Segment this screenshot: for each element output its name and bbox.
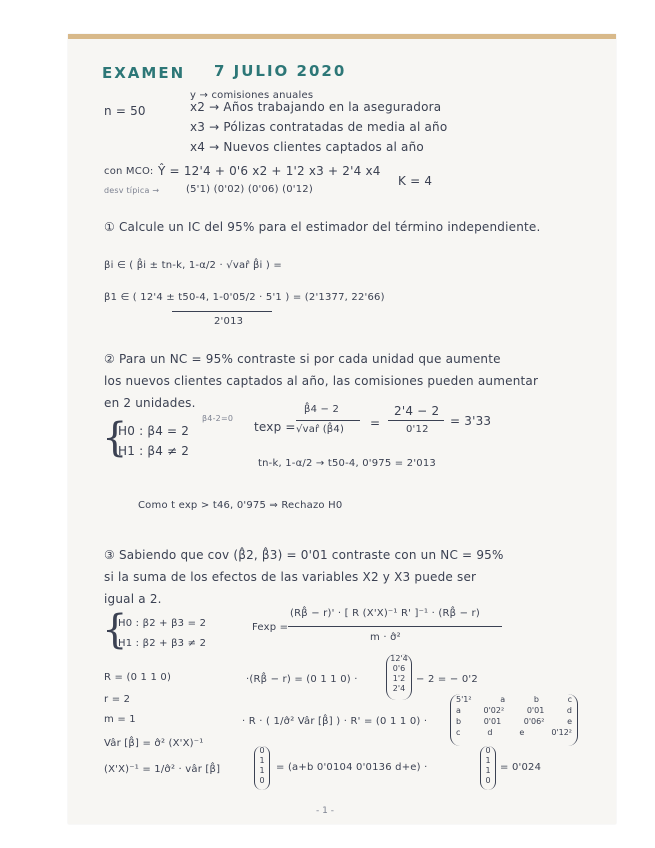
m12: a xyxy=(500,695,506,704)
se-label: desv típica → xyxy=(104,186,160,195)
exam-date: 7 JULIO 2020 xyxy=(214,62,347,80)
q2-texp-num: β̂4 − 2 xyxy=(304,404,340,415)
q3-rvr-label: · R · ( 1/σ̂² Vâr [β̂] ) · R' = (0 1 1 0) · xyxy=(242,716,428,727)
q2-texp-frac-line xyxy=(296,420,360,421)
m41: c xyxy=(456,728,461,737)
q3-line3: igual a 2. xyxy=(104,592,162,606)
m22: 0'02² xyxy=(483,706,505,715)
m44: 0'12² xyxy=(551,728,572,737)
q3-line2: si la suma de los efectos de las variables X2 y X3 puede ser xyxy=(104,570,477,584)
rv-1: 0 xyxy=(485,746,491,755)
q2-eq-sign: = xyxy=(370,416,381,430)
q3-beta-vector xyxy=(386,654,412,700)
q1-formula-general: βi ∈ ( β̂i ± tn-k, 1-α/2 · √var̂ β̂i ) = xyxy=(104,260,282,271)
q2-line3: en 2 unidades. xyxy=(104,396,196,410)
q3-m: m = 1 xyxy=(104,714,136,725)
var-x3: x3 → Pólizas contratadas de media al año xyxy=(190,120,448,134)
q3-var-matrix xyxy=(450,694,578,746)
q3-last-result: = 0'024 xyxy=(500,762,542,773)
rv-2: 1 xyxy=(485,756,491,765)
q3-brace: { xyxy=(102,607,128,653)
q3-rb-label: ·(Rβ̂ − r) = (0 1 1 0) · xyxy=(246,674,358,685)
rv-3: 1 xyxy=(485,766,491,775)
q2-h1: H1 : β4 ≠ 2 xyxy=(118,444,190,458)
q3-fexp-den: m · σ̂² xyxy=(370,632,401,643)
q3-fexp-frac-line xyxy=(288,626,502,627)
matrix-row-1 xyxy=(451,694,577,705)
m23: 0'01 xyxy=(526,706,545,715)
sample-size: n = 50 xyxy=(104,104,146,118)
q3-R: R = (0 1 1 0) xyxy=(104,672,172,683)
k-value: K = 4 xyxy=(398,174,433,188)
q3-h0: H0 : β2 + β3 = 2 xyxy=(118,618,207,629)
q3-r: r = 2 xyxy=(104,694,131,705)
q2-brace: { xyxy=(102,415,128,461)
q2-texp-den: √var̂ (β̂4) xyxy=(296,424,345,435)
q3-right-vector xyxy=(480,746,496,790)
q3-var-beta: Vâr [β̂] = σ̂² (X'X)⁻¹ xyxy=(104,738,204,749)
var-x2: x2 → Años trabajando en la aseguradora xyxy=(190,100,442,114)
q2-conclusion: Como t exp > t46, 0'975 ⇒ Rechazo H0 xyxy=(138,500,343,511)
q1-title: ① Calcule un IC del 95% para el estimador del término independiente. xyxy=(104,220,541,234)
m33: 0'06² xyxy=(523,717,545,726)
beta-4: 2'4 xyxy=(392,684,406,693)
m11: 5'1² xyxy=(456,695,472,704)
model-label: con MCO: xyxy=(104,166,154,177)
q2-texp-result: = 3'33 xyxy=(450,414,492,428)
exam-sheet xyxy=(68,34,616,824)
m31: b xyxy=(456,717,462,726)
m24: d xyxy=(566,706,572,715)
lv-4: 0 xyxy=(259,776,265,785)
m42: d xyxy=(487,728,493,737)
q2-calc-den: 0'12 xyxy=(406,424,429,435)
m14: c xyxy=(567,695,572,704)
q2-line1: ② Para un NC = 95% contraste si por cada unidad que aumente xyxy=(104,352,501,366)
q3-fexp-label: Fexp = xyxy=(252,622,289,633)
q3-left-vector xyxy=(254,746,270,790)
se-values: (5'1) (0'02) (0'06) (0'12) xyxy=(186,184,313,195)
q2-h0: H0 : β4 = 2 xyxy=(118,424,190,438)
q2-calc-frac-line xyxy=(388,420,444,421)
q3-last-row: = (a+b 0'0104 0'0136 d+e) · xyxy=(276,762,428,773)
m32: 0'01 xyxy=(483,717,502,726)
q2-line2: los nuevos clientes captados al año, las comisiones pueden aumentar xyxy=(104,374,539,388)
q2-texp-label: texp = xyxy=(254,420,296,434)
m13: b xyxy=(533,695,539,704)
q3-h1: H1 : β2 + β3 ≠ 2 xyxy=(118,638,207,649)
q2-calc-num: 2'4 − 2 xyxy=(394,404,440,418)
page-number: - 1 - xyxy=(316,806,334,816)
lv-1: 0 xyxy=(259,746,265,755)
lv-2: 1 xyxy=(259,756,265,765)
q3-xx-inverse: (X'X)⁻¹ = 1/σ̂² · vâr [β̂] xyxy=(104,764,221,775)
model-equation: Ŷ = 12'4 + 0'6 x2 + 1'2 x3 + 2'4 x4 xyxy=(158,164,381,178)
q2-tcrit: tn-k, 1-α/2 → t50-4, 0'975 = 2'013 xyxy=(258,458,436,469)
q3-rb-result: − 2 = − 0'2 xyxy=(416,674,478,685)
matrix-row-4 xyxy=(451,727,577,738)
exam-title: EXAMEN xyxy=(102,64,186,82)
beta-1: 12'4 xyxy=(390,654,408,663)
q1-underbrace xyxy=(172,311,272,312)
matrix-row-2 xyxy=(451,705,577,716)
q1-formula-applied: β1 ∈ ( 12'4 ± t50-4, 1-0'05/2 · 5'1 ) = (2'1377, 22'66) xyxy=(104,292,385,303)
q1-t-value: 2'013 xyxy=(214,316,244,327)
beta-3: 1'2 xyxy=(392,674,406,683)
m34: e xyxy=(567,717,572,726)
q2-note: β4-2=0 xyxy=(202,414,234,423)
rv-4: 0 xyxy=(485,776,491,785)
lv-3: 1 xyxy=(259,766,265,775)
matrix-row-3 xyxy=(451,716,577,727)
m43: e xyxy=(519,728,525,737)
var-y: y → comisiones anuales xyxy=(190,90,314,101)
beta-2: 0'6 xyxy=(392,664,406,673)
q3-fexp-num: (Rβ̂ − r)' · [ R (X'X)⁻¹ R' ]⁻¹ · (Rβ̂ − r) xyxy=(290,608,480,619)
q3-line1: ③ Sabiendo que cov (β̂2, β̂3) = 0'01 contraste con un NC = 95% xyxy=(104,548,504,562)
m21: a xyxy=(456,706,461,715)
var-x4: x4 → Nuevos clientes captados al año xyxy=(190,140,424,154)
